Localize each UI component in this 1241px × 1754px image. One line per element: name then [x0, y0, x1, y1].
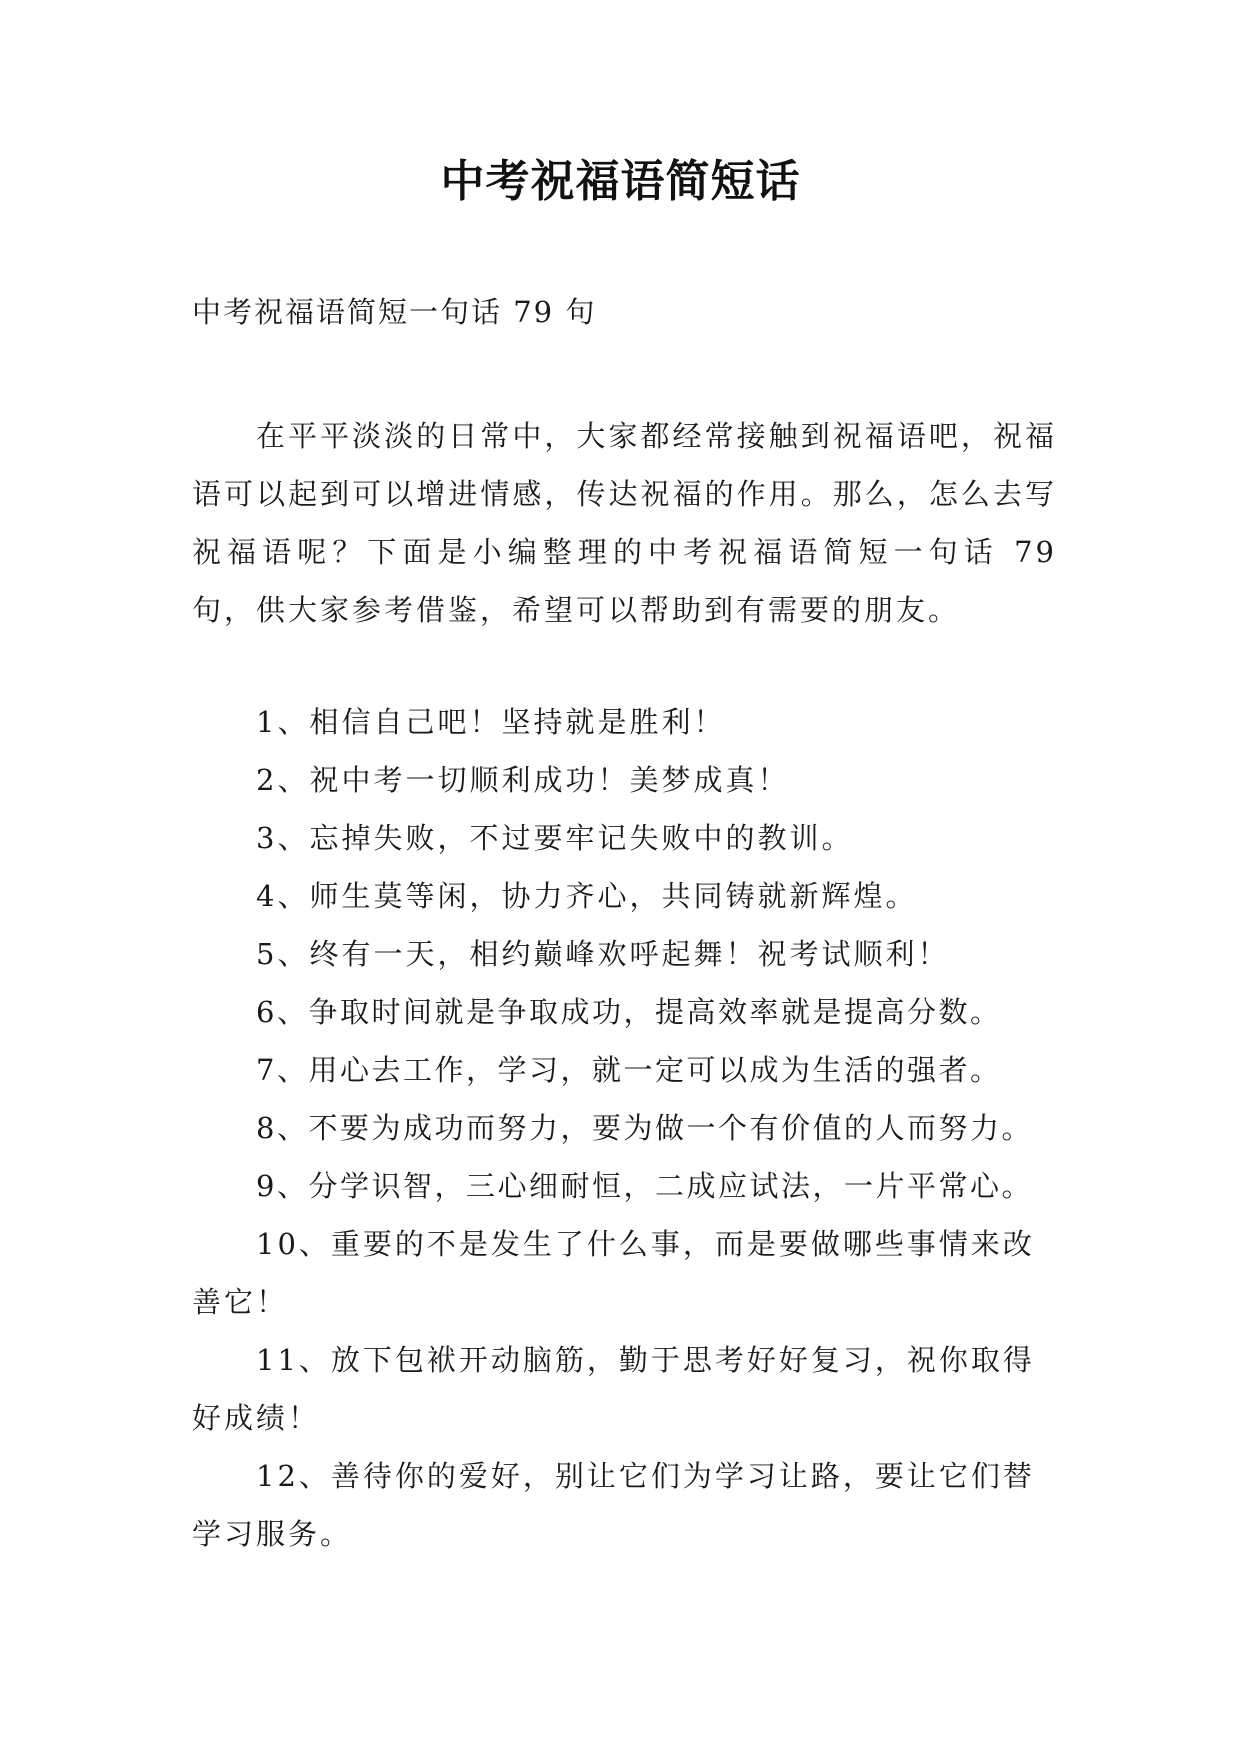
list-item: 1、相信自己吧！坚持就是胜利！ — [256, 705, 726, 739]
list-item: 11、放下包袱开动脑筋，勤于思考好好复习，祝你取得好成绩！ — [192, 1343, 1035, 1435]
list-item: 6、争取时间就是争取成功，提高效率就是提高分数。 — [256, 995, 1002, 1029]
list-item: 7、用心去工作，学习，就一定可以成为生活的强者。 — [256, 1053, 1002, 1087]
list-item: 2、祝中考一切顺利成功！美梦成真！ — [256, 763, 790, 797]
list-item: 3、忘掉失败，不过要牢记失败中的教训。 — [256, 821, 854, 855]
list-item: 10、重要的不是发生了什么事，而是要做哪些事情来改善它！ — [192, 1227, 1035, 1319]
document-subtitle: 中考祝福语简短一句话 79 句 — [192, 295, 597, 329]
list-item: 4、师生莫等闲，协力齐心，共同铸就新辉煌。 — [256, 879, 918, 913]
list-item: 5、终有一天，相约巅峰欢呼起舞！祝考试顺利！ — [256, 937, 950, 971]
blessing-list — [192, 693, 1072, 1563]
list-item: 8、不要为成功而努力，要为做一个有价值的人而努力。 — [256, 1111, 1033, 1145]
intro-paragraph: 在平平淡淡的日常中，大家都经常接触到祝福语吧，祝福语可以起到可以增进情感，传达祝福的作用。那么，怎么去写祝福语呢？下面是小编整理的中考祝福语简短一句话 79 句，供大家参考借鉴，希望可以帮助到有需要的朋友。 — [192, 419, 1057, 627]
list-item: 12、善待你的爱好，别让它们为学习让路，要让它们替学习服务。 — [192, 1459, 1035, 1551]
list-item: 9、分学识智，三心细耐恒，二成应试法，一片平常心。 — [256, 1169, 1033, 1203]
document-title: 中考祝福语简短话 — [440, 156, 801, 207]
